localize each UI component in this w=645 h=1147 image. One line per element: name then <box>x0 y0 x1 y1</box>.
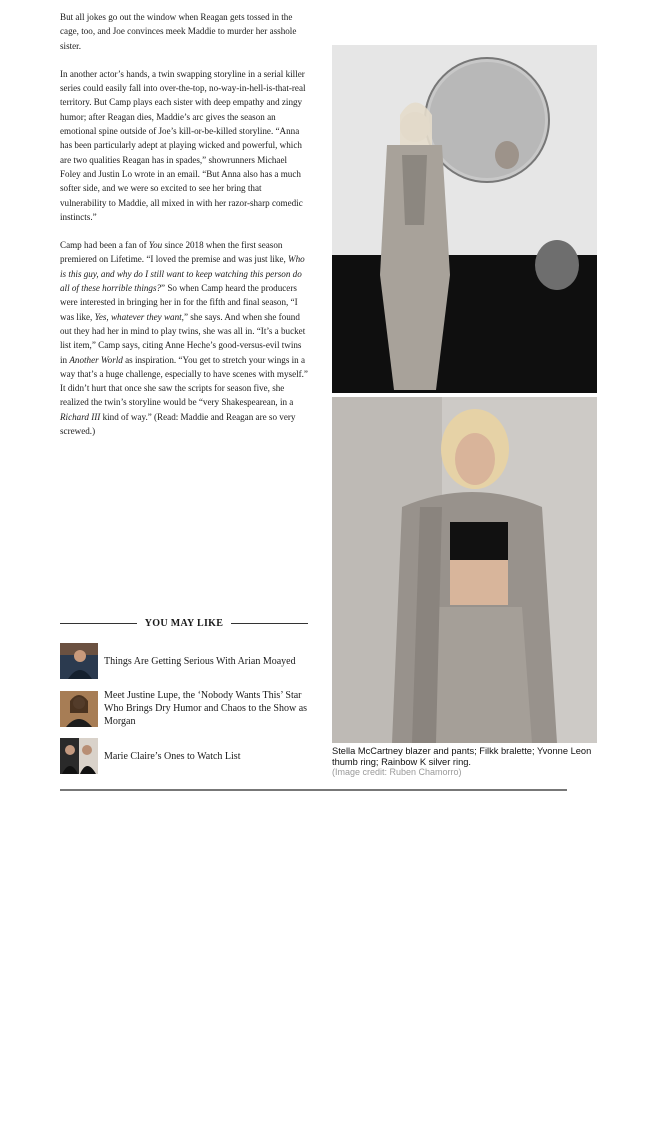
thumbnail-image[interactable] <box>60 738 98 774</box>
photo-mirror-portrait <box>332 45 597 393</box>
thumbnail-image[interactable] <box>60 643 98 679</box>
related-article-link[interactable]: Things Are Getting Serious With Arian Moayed <box>104 655 296 667</box>
you-may-like-module <box>60 618 308 784</box>
photo-studio-portrait <box>332 397 597 743</box>
list-item[interactable] <box>60 738 308 774</box>
image-credit: (Image credit: Ruben Chamorro) <box>332 767 462 777</box>
article-paragraph-2: In another actor’s hands, a twin swapping storyline in a serial killer series could easily fall into over-the-top, no-way-in-hell-is-that-real territory. But Camp plays each sister with deep empathy and zingy humor; after Reagan dies, Maddie’s arc gives the season an emotional spine outside of Joe’s kill-or-be-killed storyline. “Anna has been particularly adept at playing wicked and powerful, which are two qualities Reagan has in spades,” showrunners Michael Foley and Justin Lo wrote in an email. “But Anna also has a much softer side, and we were so excited to see her bring that vulnerability to Maddie, all mixed in with her razor-sharp comedic instincts.” <box>60 68 306 222</box>
you-may-like-heading <box>60 618 308 629</box>
list-item[interactable] <box>60 689 308 728</box>
section-divider <box>60 789 567 791</box>
article-body <box>60 10 308 452</box>
article-paragraph-3: Camp had been a fan of You since 2018 when the first season premiered on Lifetime. “I loved the premise and was just like, Who is this guy, and why do I still want to keep watching this person do all of these horrible things?” So when Camp heard the producers were interested in bringing her in for the fifth and final season, “I was like, Yes, whatever they want,” she says. And when she found out they had her in mind to play twins, she was all in. “It’s a bucket list item,” Camp says, citing Anne Heche’s good-versus-evil twins in Another World as inspiration. “You get to stretch your wings in a way that’s a huge challenge, especially to have scenes with myself.” It didn’t hurt that once she saw the scripts for season five, she realized the twin’s storyline would be “very Shakespearean, in a Richard III kind of way.” (Read: Maddie and Reagan are so very screwed.) <box>60 240 308 437</box>
article-paragraph-1: But all jokes go out the window when Reagan gets tossed in the cage, too, and Joe convinces meek Maddie to murder her asshole sister. <box>60 12 297 51</box>
related-article-link[interactable]: Marie Claire’s Ones to Watch List <box>104 750 241 762</box>
photo-caption <box>332 746 602 778</box>
caption-text: Stella McCartney blazer and pants; Filkk bralette; Yvonne Leon thumb ring; Rainbow K silver ring. <box>332 746 592 767</box>
heading-rule-left <box>60 623 137 624</box>
thumbnail-image[interactable] <box>60 691 98 727</box>
list-item[interactable] <box>60 643 308 679</box>
heading-rule-right <box>231 623 308 624</box>
related-article-link[interactable]: Meet Justine Lupe, the ‘Nobody Wants This’ Star Who Brings Dry Humor and Chaos to the Show as Morgan <box>104 690 308 727</box>
you-may-like-title: YOU MAY LIKE <box>144 618 224 629</box>
